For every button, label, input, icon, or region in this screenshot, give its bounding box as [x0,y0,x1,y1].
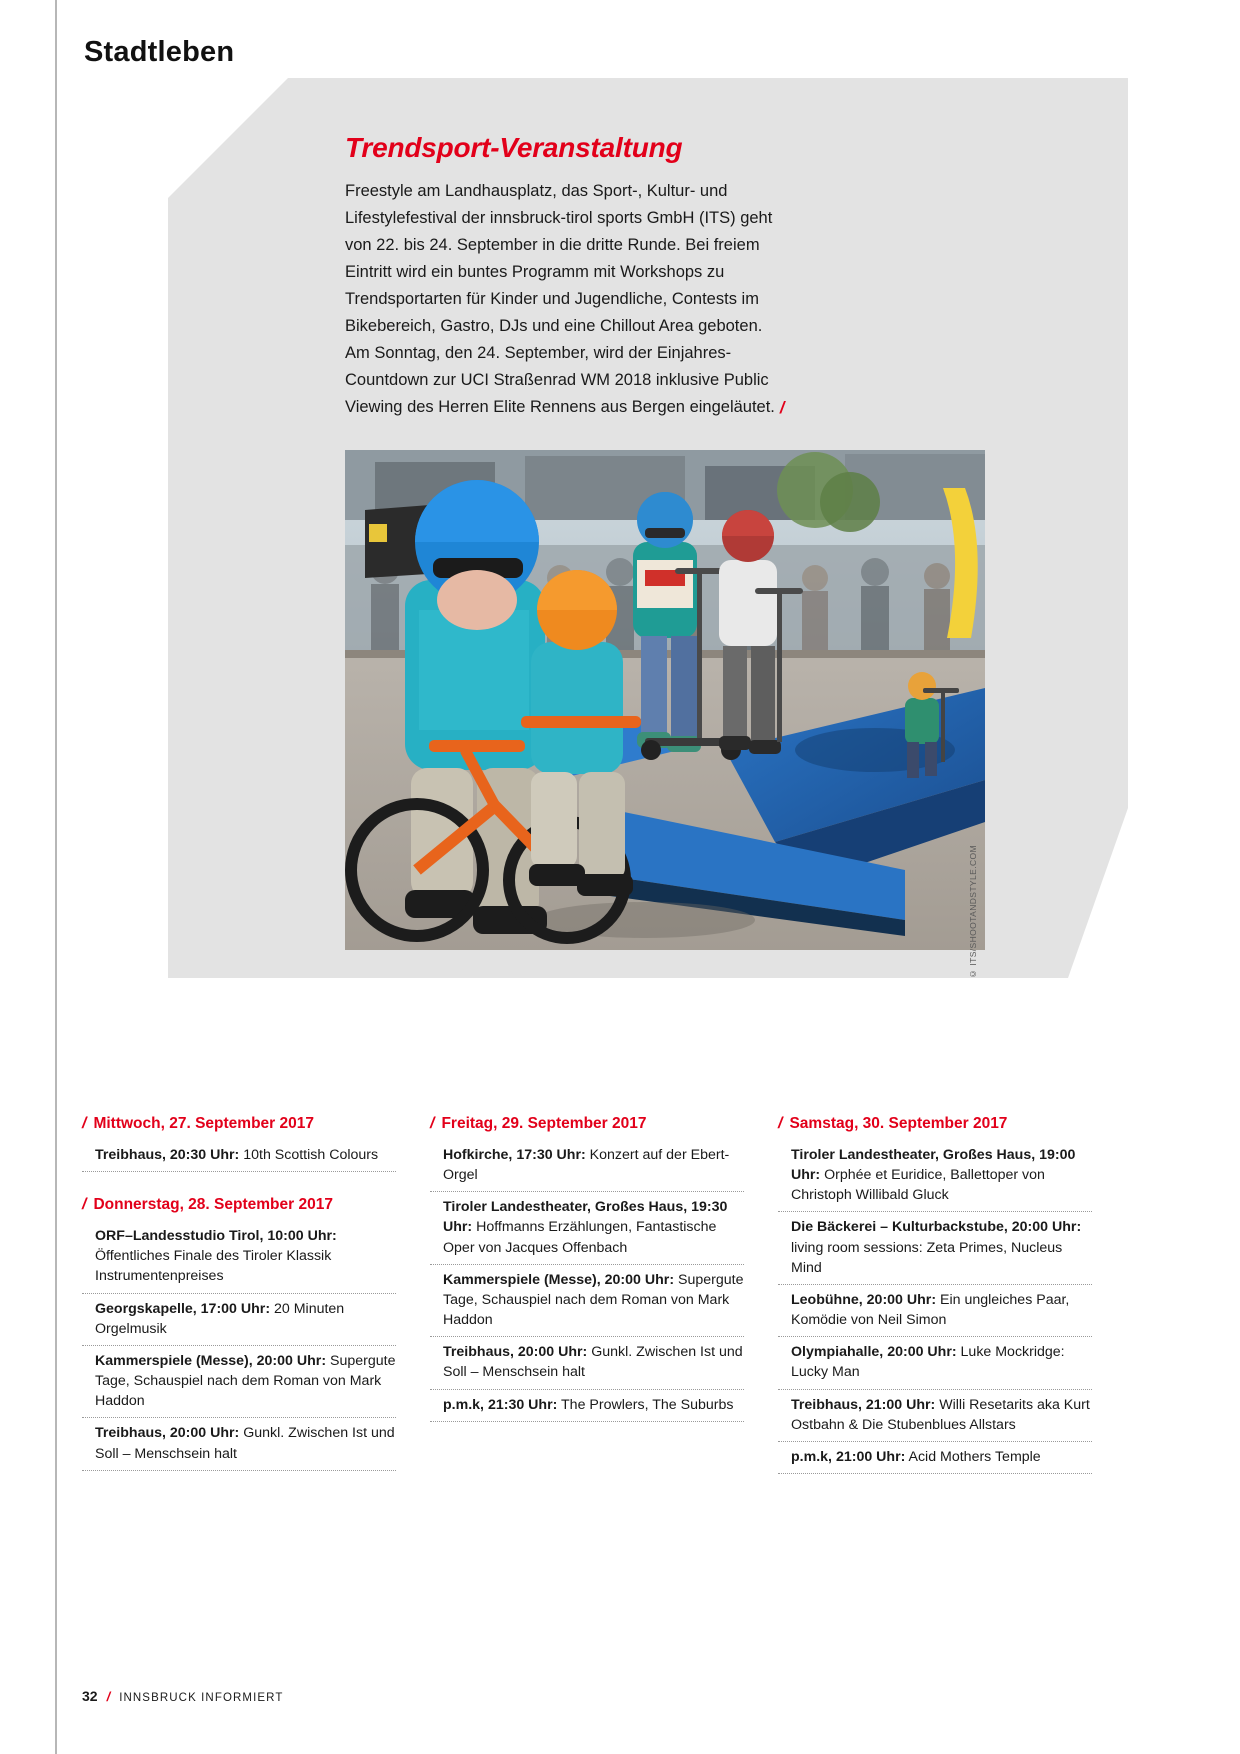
event-detail: 10th Scottish Colours [239,1147,379,1163]
event-detail: Gunkl. Zwischen Ist und Soll – Menschsein halt [95,1425,395,1462]
day-heading-donnerstag [82,1196,396,1214]
page-left-rule [55,0,57,1754]
event-detail: Öffentliches Finale des Tiroler Klassik Instrumentenpreises [95,1248,332,1285]
event-detail: Luke Mockridge: Lucky Man [791,1344,1065,1381]
event-venue: Georgskapelle, 17:00 Uhr: [95,1300,271,1317]
event-venue: Kammerspiele (Messe), 20:00 Uhr: [443,1271,675,1288]
events-column-1 [82,1115,396,1474]
event-item [778,1390,1092,1442]
event-detail: Supergute Tage, Schauspiel nach dem Roman von Mark Haddon [95,1352,396,1410]
events-column-2 [430,1115,744,1474]
event-item [82,1140,396,1172]
footer-page-number: 32 [82,1688,98,1704]
event-item [778,1285,1092,1337]
footer-separator-icon: / [106,1689,111,1704]
event-detail: Hoffmanns Erzählungen, Fantastische Oper von Jacques Offenbach [443,1219,717,1256]
event-venue: Leobühne, 20:00 Uhr: [791,1291,937,1308]
event-detail: Ein ungleiches Paar, Komödie von Neil Simon [791,1291,1070,1329]
event-venue: p.m.k, 21:30 Uhr: [443,1396,558,1413]
day-heading-label: Freitag, 29. September 2017 [441,1115,647,1132]
event-item [778,1140,1092,1212]
footer-publication-name: INNSBRUCK INFORMIERT [119,1692,284,1704]
article-body [345,178,785,421]
event-item [430,1265,744,1337]
day-heading-freitag [430,1115,744,1133]
event-venue: Treibhaus, 20:00 Uhr: [443,1344,588,1361]
event-detail: The Prowlers, The Suburbs [557,1396,734,1413]
event-detail: Konzert auf der Ebert-Orgel [443,1147,730,1184]
event-venue: Tiroler Landestheater, Großes Haus, 19:00 Uhr: [791,1147,1076,1184]
event-item [430,1140,744,1192]
event-venue: p.m.k, 21:00 Uhr: [791,1448,906,1465]
event-venue: Treibhaus, 21:00 Uhr: [791,1396,936,1413]
day-heading-label: Samstag, 30. September 2017 [789,1115,1008,1132]
event-venue: Tiroler Landestheater, Großes Haus, 19:30 Uhr: [443,1199,728,1236]
red-tick-icon: / [82,1115,87,1132]
event-venue: Treibhaus, 20:30 Uhr: [95,1147,240,1163]
event-item [430,1192,744,1264]
event-detail: Willi Resetarits aka Kurt Ostbahn & Die Stubenblues Allstars [791,1396,1090,1433]
events-column-3 [778,1115,1092,1474]
event-detail: living room sessions: Zeta Primes, Nucleus Mind [791,1239,1063,1276]
event-item [82,1346,396,1418]
article-title: Trendsport-Veranstaltung [345,132,683,163]
event-detail: Supergute Tage, Schauspiel nach dem Roman von Mark Haddon [443,1271,744,1329]
event-venue: ORF–Landesstudio Tirol, 10:00 Uhr: [95,1228,337,1245]
event-venue: Olympiahalle, 20:00 Uhr: [791,1344,957,1361]
article-end-mark: / [779,399,785,418]
event-detail: Orphée et Euridice, Ballettoper von Christoph Willibald Gluck [791,1167,1045,1204]
article-body-text: Freestyle am Landhausplatz, das Sport-, Kultur- und Lifestylefestival der innsbruck-tirol sports GmbH (ITS) geht von 22. bis 24. September in die dritte Runde. Bei freiem Eintritt wird ein buntes Programm mit Workshops zu Trendsportarten für Kinder und Jugendliche, Contests im Bikebereich, Gastro, DJs und eine Chillout Area geboten. Am Sonntag, den 24. September, wird der Einjahres-Countdown zur UCI Straßenrad WM 2018 inklusive Public Viewing des Herren Elite Rennens aus Bergen eingeläutet. [345,182,775,417]
day-heading-label: Donnerstag, 28. September 2017 [93,1196,333,1214]
event-item [430,1390,744,1422]
page-title: Stadtleben [84,36,235,68]
photo-illustration [345,450,985,950]
day-heading-label: Mittwoch, 27. September 2017 [93,1115,314,1132]
event-venue: Die Bäckerei – Kulturbackstube, 20:00 Uhr: [791,1219,1082,1236]
event-item [778,1337,1092,1389]
event-item [82,1294,396,1346]
red-tick-icon: / [82,1196,87,1214]
day-heading-mittwoch [82,1115,396,1133]
red-tick-icon: / [778,1115,783,1132]
red-tick-icon: / [430,1115,435,1132]
article [345,132,785,421]
event-item [778,1212,1092,1284]
day-heading-samstag [778,1115,1092,1133]
event-venue: Kammerspiele (Messe), 20:00 Uhr: [95,1352,327,1369]
page-footer [82,1688,283,1704]
event-detail: 20 Minuten Orgelmusik [95,1300,345,1337]
event-item [430,1337,744,1389]
event-detail: Acid Mothers Temple [905,1448,1041,1465]
event-item [778,1442,1092,1474]
event-detail: Gunkl. Zwischen Ist und Soll – Menschsein halt [443,1344,743,1381]
photo-credit: © ITS/SHOOTANDSTYLE.COM [968,845,978,979]
article-photo [345,450,985,950]
event-item [82,1418,396,1470]
event-item [82,1221,396,1293]
events-listing [82,1115,1092,1474]
event-venue: Treibhaus, 20:00 Uhr: [95,1425,240,1442]
event-venue: Hofkirche, 17:30 Uhr: [443,1147,586,1163]
